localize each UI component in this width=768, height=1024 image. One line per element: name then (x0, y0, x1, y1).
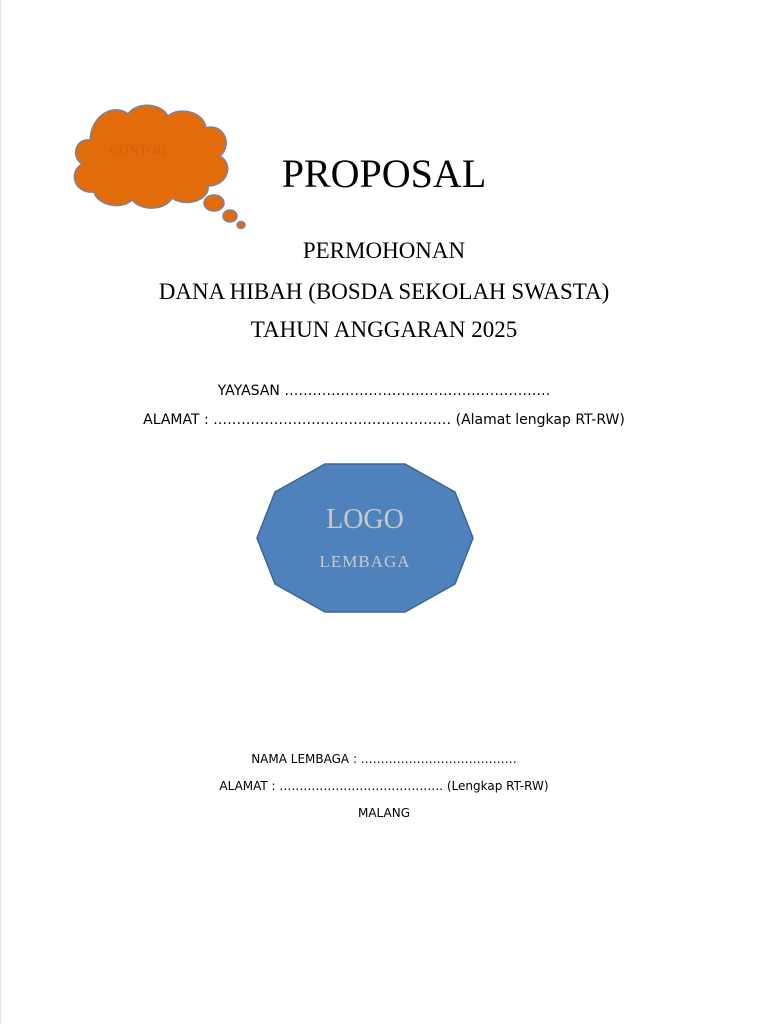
city-line: MALANG (357, 806, 410, 820)
foundation-address-line: ALAMAT : …………………………………………… (Alamat lengkap RT-RW) (143, 412, 625, 428)
institution-address-line: ALAMAT : ……………………………….…. (Lengkap RT-RW) (219, 779, 549, 793)
subtitle-line-3: TAHUN ANGGARAN 2025 (250, 317, 518, 342)
subtitle-line-1: PERMOHONAN (302, 238, 466, 263)
document-title (0, 150, 768, 197)
institution-name-line: NAMA LEMBAGA : ………………………………… (251, 752, 517, 766)
logo-placeholder (255, 462, 475, 614)
logo-text-line-1: LOGO (326, 504, 404, 535)
logo-text-line-2: LEMBAGA (319, 552, 411, 571)
subtitle-line-2: DANA HIBAH (BOSDA SEKOLAH SWASTA) (158, 279, 610, 304)
decagon-logo-icon (255, 462, 475, 614)
badge-label: CONTOH (110, 142, 167, 157)
yayasan-line: YAYASAN ………………………………………………… (217, 383, 551, 399)
title-text: PROPOSAL (281, 151, 487, 196)
